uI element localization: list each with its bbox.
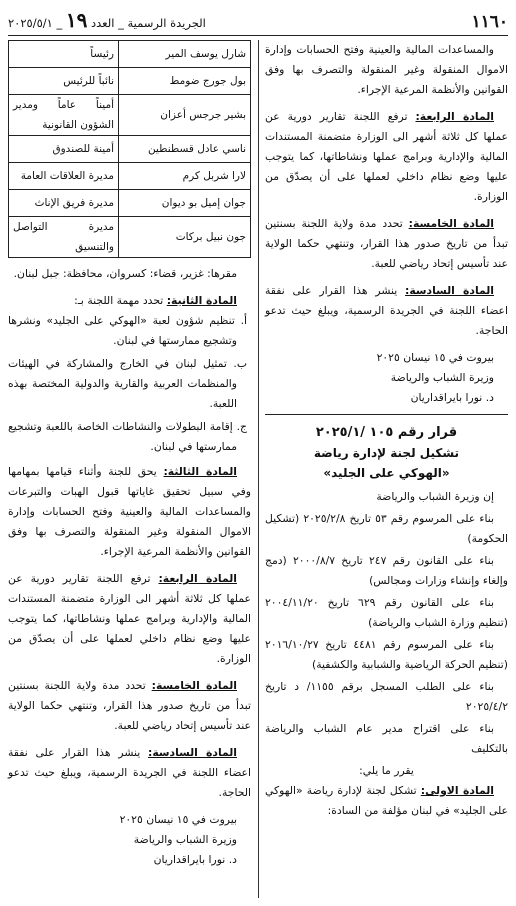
member-name: ناسي عادل قسطنطين <box>119 136 251 163</box>
task-item: ب. تمثيل لبنان في الخارج والمشاركة في الهيئات والمنظمات العربية والقارية والدولية المختصة بهذه اللعبة. <box>8 357 247 410</box>
member-role: مديرة التواصل والتنسيق <box>9 217 119 258</box>
article-1 <box>265 781 508 821</box>
committee-row <box>9 136 251 163</box>
article-label: المادة الثانية: <box>166 294 237 307</box>
continued-paragraph: والمساعدات المالية والعينية وفتح الحسابات وإدارة الاموال المنقولة وغير المنقولة والتصرف بها وفق القوانين والأنظمة المرعية الإجراء. <box>265 43 508 96</box>
member-name: بشير جرجس أعزان <box>119 95 251 136</box>
committee-row <box>9 41 251 68</box>
member-role: أميناً عاماً ومدير الشؤون القانونية <box>9 95 119 136</box>
signature-date: بيروت في ١٥ نيسان ٢٠٢٥ <box>119 813 237 826</box>
legal-basis: بناء على اقتراح مدير عام الشباب والرياضة بالتكليف <box>265 722 508 755</box>
legal-basis: بناء على القانون رقم ٢٤٧ تاريخ ٢٠٠٠/٨/٧ (دمج وإلغاء وإنشاء وزارات ومجالس) <box>265 554 508 587</box>
article-label: المادة الثالثة: <box>163 465 238 478</box>
article-label: المادة السادسة: <box>405 284 494 297</box>
article-2 <box>8 291 251 311</box>
article-4 <box>265 107 508 207</box>
committee-row <box>9 163 251 190</box>
article-label: المادة الخامسة: <box>151 679 237 692</box>
committee-seat: مقرها: غزير، قضاء: كسروان، محافظة: جبل لبنان. <box>13 267 237 280</box>
column-divider <box>258 40 259 898</box>
article-6 <box>8 743 251 803</box>
article-text: ترفع اللجنة تقارير دورية عن عملها كل ثلاثة أشهر الى الوزارة متضمنة المستندات المالية والإدارية وبرامج عملها ونشاطاتها، كما يتوجب عليها وضع نظام داخلي لعملها على أن يصدّق من الوزارة. <box>265 110 508 203</box>
article-3 <box>8 462 251 562</box>
running-title-text: الجريدة الرسمية _ العدد <box>91 16 206 30</box>
running-title <box>8 8 206 32</box>
article-text: يحق للجنة وأثناء قيامها بمهامها وفي سبيل تحقيق غاياتها قبول الهبات والتبرعات والمساعدات المالية والعينية وفتح الحسابات وإدارة الاموال المنقولة وغير المنقولة والتصرف بها وفق القوانين والأنظمة المرعية الإجراء. <box>8 465 251 558</box>
signature-date: بيروت في ١٥ نيسان ٢٠٢٥ <box>376 351 494 364</box>
signature-name: د. نورا بايراقداريان <box>153 853 237 866</box>
member-name: شارل يوسف المير <box>119 41 251 68</box>
member-name: لارا شربل كرم <box>119 163 251 190</box>
member-role: رئيساً <box>9 41 119 68</box>
decision-title: قرار رقم ١٠٥ /٢٠٢٥/١ <box>315 425 458 440</box>
article-6 <box>265 281 508 341</box>
article-label: المادة الرابعة: <box>158 572 237 585</box>
decides-heading: يقرر ما يلي: <box>359 764 414 777</box>
article-text: تحدد مدة ولاية اللجنة بسنتين تبدأ من تاريخ صدور هذا القرار، وتنتهي حكما الولاية عند تأسيس إتحاد رياضي للعبة. <box>265 217 508 270</box>
legal-basis: بناء على المرسوم رقم ٤٤٨١ تاريخ ٢٠١٦/١٠/٢٧ (تنظيم الحركة الرياضية والشبابية والكشفية) <box>265 638 508 671</box>
task-item: ج. إقامة البطولات والنشاطات الخاصة باللعبة وتشجيع ممارستها في لبنان. <box>8 420 247 453</box>
minister-intro: إن وزيرة الشباب والرياضة <box>376 490 494 503</box>
committee-row <box>9 68 251 95</box>
member-role: مديرة فريق الإناث <box>9 190 119 217</box>
article-4 <box>8 569 251 669</box>
decision-subject: تشكيل لجنة لإدارة رياضة <box>313 446 460 460</box>
member-name: بول جورج ضومط <box>119 68 251 95</box>
member-role: نائباً للرئيس <box>9 68 119 95</box>
committee-row <box>9 95 251 136</box>
committee-table <box>8 40 251 258</box>
article-5 <box>265 214 508 274</box>
article-label: المادة السادسة: <box>148 746 237 759</box>
article-text: تشكل لجنة لإدارة رياضة «الهوكي على الجليد» في لبنان مؤلفة من السادة: <box>265 784 508 817</box>
member-role: مديرة العلاقات العامة <box>9 163 119 190</box>
legal-basis: بناء على القانون رقم ٦٢٩ تاريخ ٢٠٠٤/١١/٢٠ (تنظيم وزارة الشباب والرياضة) <box>265 596 508 629</box>
article-5 <box>8 676 251 736</box>
issue-number: ١٩ <box>65 8 88 32</box>
signature-title: وزيرة الشباب والرياضة <box>390 371 494 384</box>
task-item: أ. تنظيم شؤون لعبة «الهوكي على الجليد» ونشرها وتشجيع ممارستها في لبنان. <box>8 314 247 347</box>
page-number: ١١٦٠ <box>471 12 508 32</box>
legal-basis: بناء على الطلب المسجل برقم ١١٥٥/ د تاريخ ٢٠٢٥/٤/٢ <box>265 680 508 713</box>
page-header <box>8 6 508 36</box>
decision-sport: «الهوكي على الجليد» <box>323 466 450 480</box>
member-name: جوان إميل بو ديوان <box>119 190 251 217</box>
legal-basis: بناء على المرسوم رقم ٥٣ تاريخ ٢٠٢٥/٢/٨ (تشكيل الحكومة) <box>265 512 508 545</box>
member-role: أمينة للصندوق <box>9 136 119 163</box>
section-divider <box>265 414 508 415</box>
committee-row <box>9 190 251 217</box>
right-column <box>265 40 508 821</box>
left-column <box>8 40 251 870</box>
committee-row <box>9 217 251 258</box>
article-text: تحدد مهمة اللجنة بـ: <box>74 294 167 307</box>
article-text: ترفع اللجنة تقارير دورية عن عملها كل ثلاثة أشهر الى الوزارة متضمنة المستندات المالية والإدارية وبرامج عملها ونشاطاتها، كما يتوجب عليها وضع نظام داخلي لعملها على أن يصدّق من الوزارة. <box>8 572 251 665</box>
article-label: المادة الاولى: <box>420 784 494 797</box>
article-text: ينشر هذا القرار على نفقة اعضاء اللجنة في الجريدة الرسمية، ويبلغ حيث تدعو الحاجة. <box>8 746 251 799</box>
article-label: المادة الخامسة: <box>408 217 494 230</box>
article-text: ينشر هذا القرار على نفقة اعضاء اللجنة في الجريدة الرسمية، ويبلغ حيث تدعو الحاجة. <box>265 284 508 337</box>
signature-name: د. نورا بايراقداريان <box>410 391 494 404</box>
member-name: جون نبيل بركات <box>119 217 251 258</box>
article-text: تحدد مدة ولاية اللجنة بسنتين تبدأ من تاريخ صدور هذا القرار، وتنتهي حكما الولاية عند تأسيس إتحاد رياضي للعبة. <box>8 679 251 732</box>
issue-date: _ ٢٠٢٥/٥/١ <box>8 16 63 30</box>
article-label: المادة الرابعة: <box>415 110 494 123</box>
signature-title: وزيرة الشباب والرياضة <box>133 833 237 846</box>
